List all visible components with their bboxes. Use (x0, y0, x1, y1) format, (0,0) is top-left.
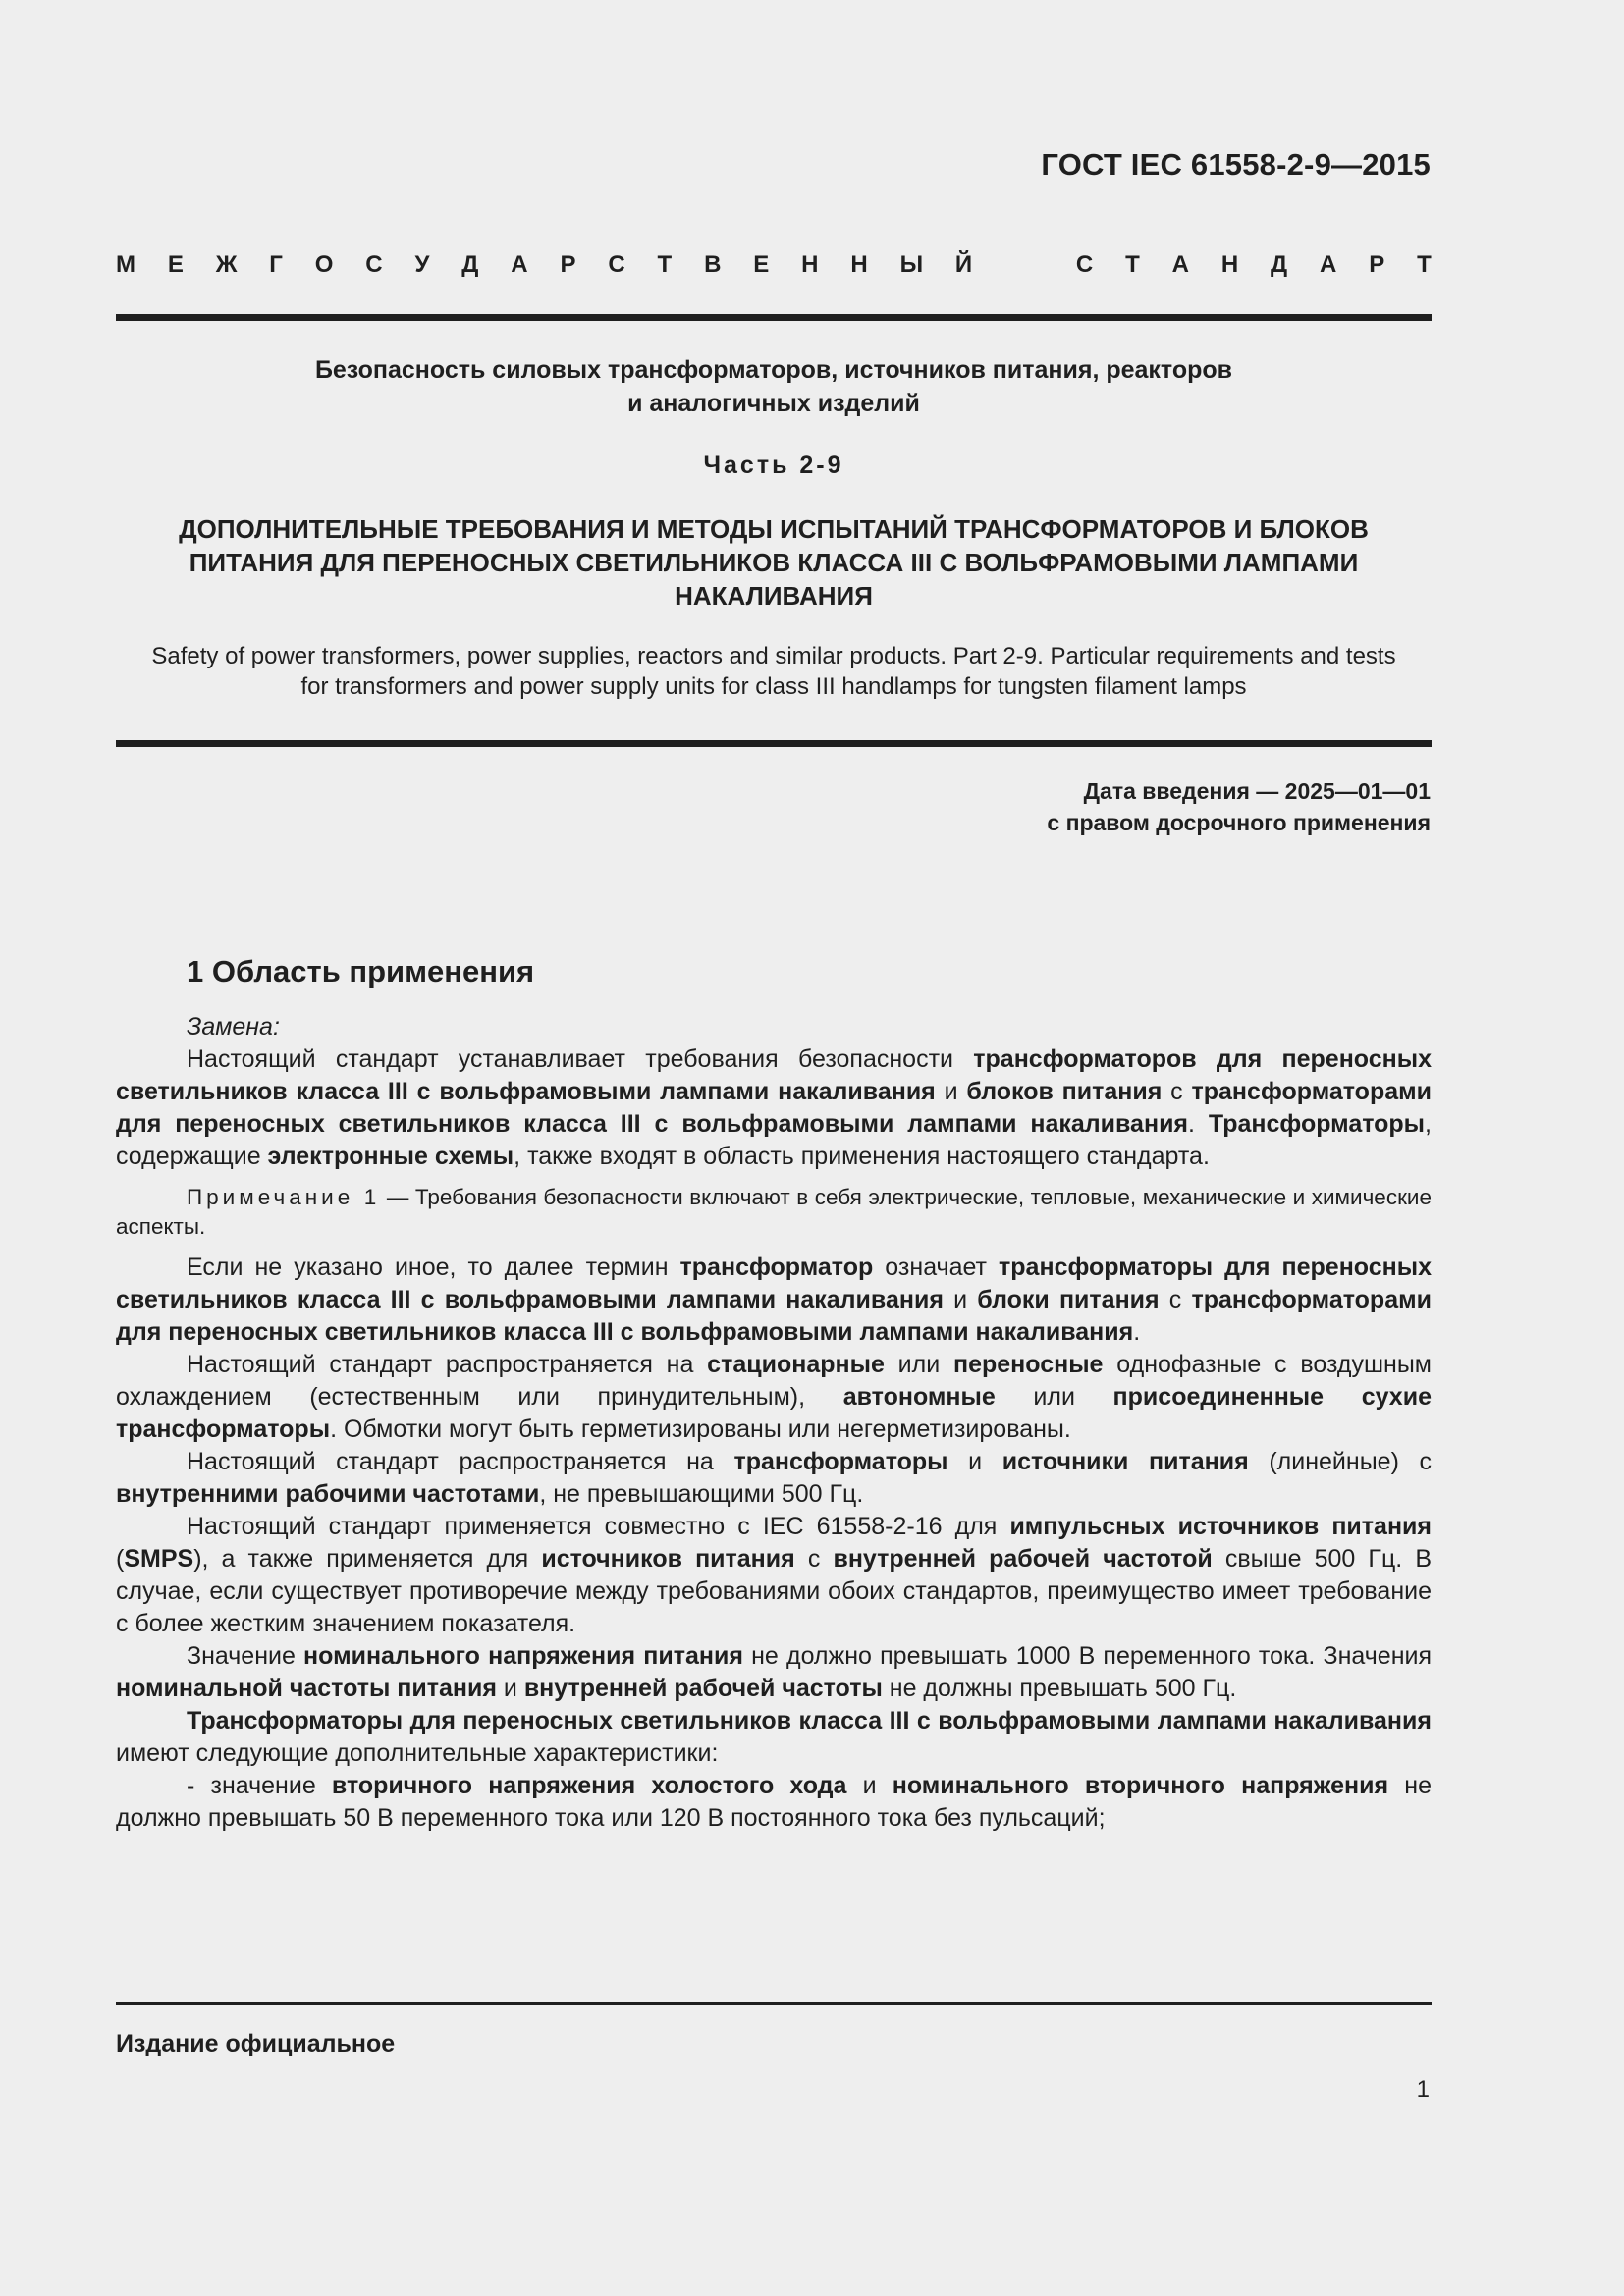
bold-term: трансформаторов для переносных светильников класса III с вольфрамовыми лампами накаливания (116, 1045, 1432, 1105)
heading-letter: С (608, 251, 625, 278)
heading-letter: Й (954, 251, 973, 278)
heading-letter: Ы (899, 251, 924, 278)
text-run: и (846, 1772, 893, 1799)
heading-letter: Н (801, 251, 819, 278)
bold-term: трансформаторы для переносных светильников класса III с вольфрамовыми лампами накаливания (116, 1254, 1432, 1313)
text-run: . (1133, 1318, 1141, 1346)
bold-term: внутренними рабочими частотами (116, 1480, 540, 1508)
text-run: с (794, 1545, 834, 1573)
introduction-date: Дата введения — 2025—01—01 (1083, 778, 1431, 804)
heading-letter: А (511, 251, 528, 278)
text-run: не должны превышать 500 Гц. (882, 1675, 1237, 1702)
text-run: , также входят в область применения настоящего стандарта. (514, 1143, 1210, 1170)
text-run: или (995, 1383, 1113, 1411)
paragraph-4 (116, 1446, 1432, 1511)
bold-term: номинальной частоты питания (116, 1675, 497, 1702)
heading-letter: С (365, 251, 383, 278)
heading-letter: М (116, 251, 135, 278)
bold-term: стационарные (707, 1351, 885, 1378)
bold-term: Трансформаторы для переносных светильников класса III с вольфрамовыми лампами накаливания (187, 1707, 1432, 1735)
early-application: с правом досрочного применения (1047, 810, 1431, 835)
paragraph-3 (116, 1349, 1432, 1446)
part-title-line-1: ДОПОЛНИТЕЛЬНЫЕ ТРЕБОВАНИЯ И МЕТОДЫ ИСПЫТАНИЙ ТРАНСФОРМАТОРОВ И БЛОКОВ (179, 514, 1369, 544)
bold-term: трансформаторы (733, 1448, 948, 1475)
bold-term: трансформаторами для переносных светильников класса III с вольфрамовыми лампами накаливания (116, 1078, 1432, 1138)
introduction-date-block (1047, 775, 1431, 838)
text-run: и (947, 1448, 1002, 1475)
text-run: , не превышающими 500 Гц. (539, 1480, 864, 1508)
heading-letter: У (414, 251, 430, 278)
paragraph-2 (116, 1252, 1432, 1349)
text-run: - значение (187, 1772, 332, 1799)
text-run: (линейные) с (1248, 1448, 1433, 1475)
english-title (116, 641, 1432, 702)
bold-term: внутренней рабочей частоты (523, 1675, 883, 1702)
edition-label: Издание официальное (116, 2030, 396, 2057)
text-run: с (1162, 1078, 1192, 1105)
bold-term: присоединенные сухие трансформаторы (116, 1383, 1432, 1443)
bold-term: внутренней рабочей частотой (833, 1545, 1213, 1573)
bold-term: номинального напряжения питания (303, 1642, 743, 1670)
bold-term: Трансформаторы (1208, 1110, 1426, 1138)
part-title (116, 512, 1432, 613)
text-run: Настоящий стандарт распространяется на (187, 1351, 708, 1378)
paragraph-8 (116, 1770, 1432, 1835)
title-divider (116, 740, 1432, 747)
text-run: или (884, 1351, 953, 1378)
text-run: . (1188, 1110, 1209, 1138)
heading-letter: А (1171, 251, 1189, 278)
bold-term: переносные (952, 1351, 1104, 1378)
heading-letter: Д (1271, 251, 1288, 278)
bold-term: источники питания (1001, 1448, 1249, 1475)
page-number: 1 (1416, 2076, 1430, 2103)
document-title (116, 353, 1432, 420)
text-run: ), а также применяется для (193, 1545, 542, 1573)
heading-letter: Д (461, 251, 479, 278)
part-label: Часть 2-9 (703, 452, 844, 479)
text-run: Настоящий стандарт устанавливает требования безопасности (187, 1045, 974, 1073)
note-1 (116, 1183, 1432, 1242)
text-run: и (935, 1078, 967, 1105)
text-run: Значение (187, 1642, 304, 1670)
text-run: , содержащие (116, 1110, 1432, 1170)
bold-term: импульсных источников питания (1009, 1513, 1433, 1540)
heading-letter: В (704, 251, 722, 278)
text-run: ( (116, 1545, 125, 1573)
heading-letter: Р (1369, 251, 1385, 278)
part-title-line-2: ПИТАНИЯ ДЛЯ ПЕРЕНОСНЫХ СВЕТИЛЬНИКОВ КЛАССА III С ВОЛЬФРАМОВЫМИ ЛАМПАМИ (189, 548, 1359, 577)
heading-letter: Е (753, 251, 770, 278)
section-body (116, 1011, 1432, 1835)
text-run: и (943, 1286, 978, 1313)
heading-letter: Т (657, 251, 673, 278)
heading-letter: Т (1417, 251, 1432, 278)
heading-letter: Н (850, 251, 868, 278)
bold-term: трансформатор (679, 1254, 874, 1281)
bold-term: вторичного напряжения холостого хода (331, 1772, 847, 1799)
heading-letter: Е (167, 251, 184, 278)
bold-term: SMPS (124, 1545, 194, 1573)
bold-term: блоков питания (966, 1078, 1163, 1105)
text-run: имеют следующие дополнительные характеристики: (116, 1739, 719, 1767)
replace-label: Замена: (187, 1013, 280, 1041)
english-title-line-1: Safety of power transformers, power supplies, reactors and similar products. Part 2-9. Particular requirements and tests (151, 643, 1396, 669)
heading-letter: Ж (215, 251, 238, 278)
note-text: — Требования безопасности включают в себя электрические, тепловые, механические и химические аспекты. (116, 1185, 1432, 1239)
standard-type-heading (116, 251, 1432, 279)
text-run: однофазные с воздушным охлаждением (естественным или принудительным), (116, 1351, 1432, 1411)
note-label: Примечание 1 (187, 1185, 381, 1209)
section-heading: 1 Область применения (187, 954, 535, 988)
bold-term: блоки питания (977, 1286, 1160, 1313)
heading-letter: С (1075, 251, 1094, 278)
text-run: с (1159, 1286, 1192, 1313)
heading-letter: Н (1220, 251, 1239, 278)
paragraph-7 (116, 1705, 1432, 1770)
text-run: означает (873, 1254, 1000, 1281)
bold-term: автономные (842, 1383, 996, 1411)
text-run: Если не указано иное, то далее термин (187, 1254, 680, 1281)
paragraph-1 (116, 1043, 1432, 1173)
text-run: свыше 500 Гц. В случае, если существует противоречие между требованиями обоих стандартов, преимущество имеет требование с более жестким значением показателя. (116, 1545, 1433, 1637)
bold-term: трансформаторами для переносных светильников класса III с вольфрамовыми лампами накаливания (116, 1286, 1432, 1346)
heading-letter: Т (1125, 251, 1140, 278)
text-run: не должно превышать 1000 В переменного тока. Значения (742, 1642, 1433, 1670)
text-run: Настоящий стандарт применяется совместно с IEC 61558-2-16 для (187, 1513, 1010, 1540)
text-run: Настоящий стандарт распространяется на (187, 1448, 734, 1475)
document-number: ГОСТ IEC 61558-2-9—2015 (1041, 147, 1431, 182)
text-run: не должно превышать 50 В переменного тока или 120 В постоянного тока без пульсаций; (116, 1772, 1433, 1832)
heading-letter: А (1320, 251, 1337, 278)
text-run: . Обмотки могут быть герметизированы или негерметизированы. (330, 1415, 1071, 1443)
part-title-line-3: НАКАЛИВАНИЯ (675, 581, 873, 611)
title-line-1: Безопасность силовых трансформаторов, источников питания, реакторов (314, 356, 1233, 384)
paragraph-5 (116, 1511, 1432, 1640)
footer-divider (116, 2002, 1432, 2005)
bold-term: номинального вторичного напряжения (892, 1772, 1389, 1799)
heading-letter: Р (560, 251, 576, 278)
heading-letter: О (314, 251, 334, 278)
bold-term: электронные схемы (267, 1143, 514, 1170)
heading-letter: Г (269, 251, 283, 278)
bold-term: источников питания (541, 1545, 795, 1573)
top-divider (116, 314, 1432, 321)
paragraph-6 (116, 1640, 1432, 1705)
title-line-2: и аналогичных изделий (627, 390, 920, 417)
text-run: и (496, 1675, 524, 1702)
letter-gap (1004, 251, 1044, 279)
english-title-line-2: for transformers and power supply units for class III handlamps for tungsten filament lamps (300, 673, 1247, 700)
